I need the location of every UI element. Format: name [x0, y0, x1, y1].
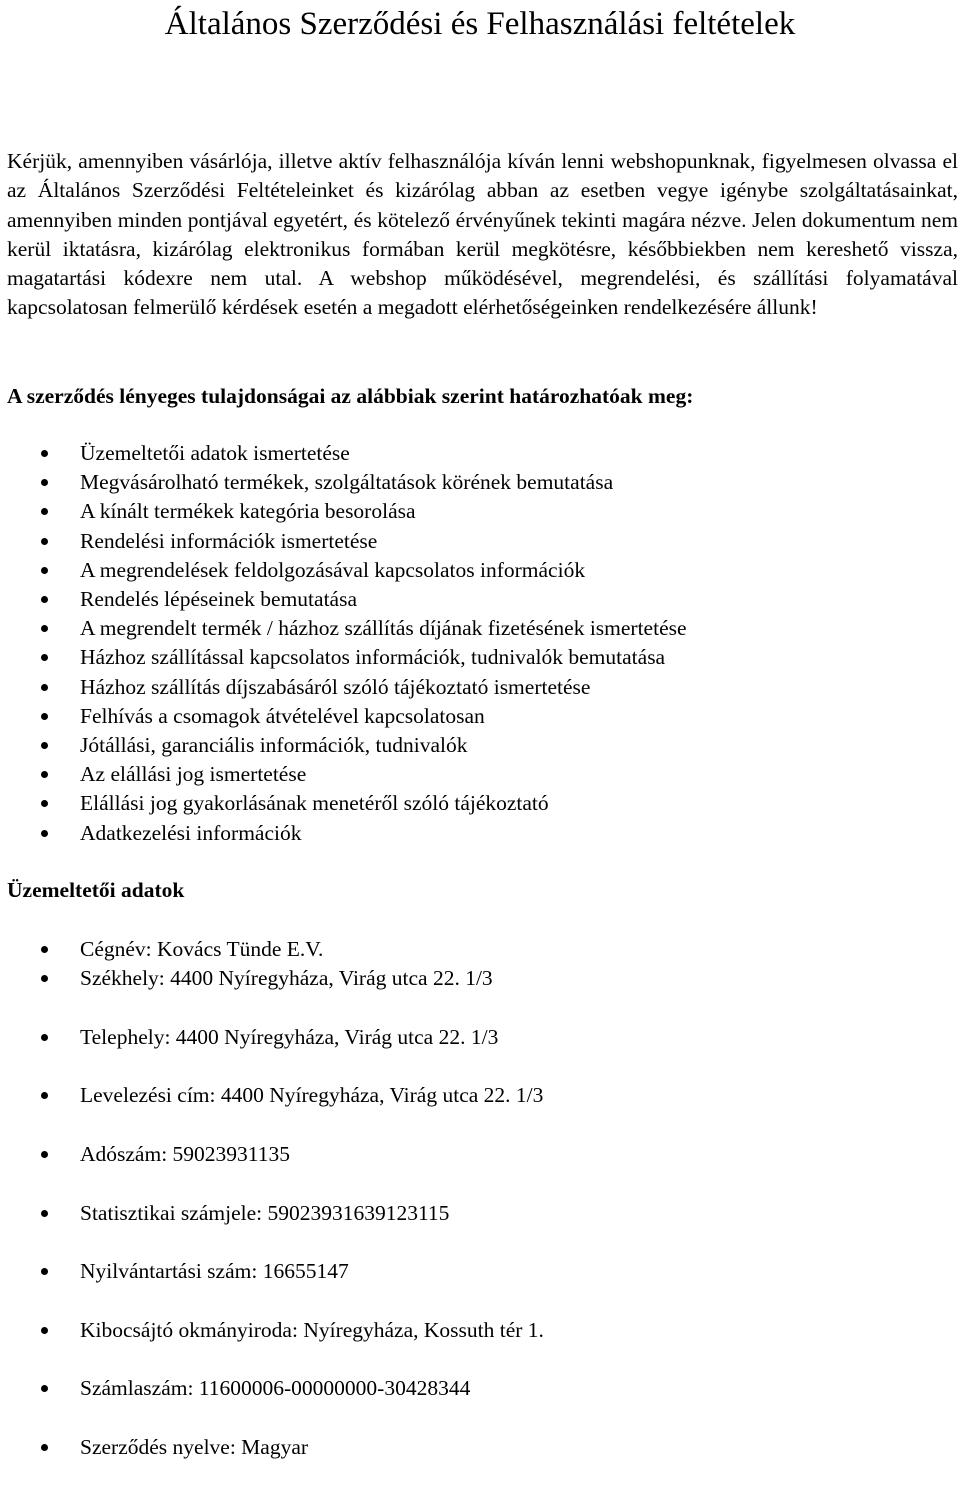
list-item	[0, 1140, 960, 1199]
list-item-text: Az elállási jog ismertetése	[80, 762, 307, 787]
statistical-code: Statisztikai számjele: 59023931639123115	[80, 1200, 450, 1225]
list-item-text: A megrendelések feldolgozásával kapcsolatos információk	[80, 557, 586, 582]
bullet-icon	[41, 742, 48, 749]
bullet-icon	[41, 654, 48, 661]
list-item	[0, 497, 960, 526]
bullet-icon	[41, 1327, 48, 1334]
list-item	[0, 673, 960, 702]
list-item	[0, 439, 960, 468]
list-item	[0, 1199, 960, 1258]
list-item	[0, 1433, 960, 1492]
bullet-icon	[41, 450, 48, 457]
list-item	[0, 1257, 960, 1316]
list-item	[0, 1374, 960, 1433]
bullet-icon	[41, 1385, 48, 1392]
bullet-icon	[41, 508, 48, 515]
bullet-icon	[41, 1151, 48, 1158]
list-item	[0, 468, 960, 497]
list-item-text: A megrendelt termék / házhoz szállítás díjának fizetésének ismertetése	[80, 616, 687, 641]
bullet-icon	[41, 975, 48, 982]
list-item	[0, 527, 960, 556]
list-item	[0, 585, 960, 614]
bullet-icon	[41, 946, 48, 953]
list-item	[0, 556, 960, 585]
operator-list	[0, 935, 960, 1492]
bullet-icon	[41, 830, 48, 837]
bullet-icon	[41, 1444, 48, 1451]
list-item-text: Házhoz szállítással kapcsolatos információk, tudnivalók bemutatása	[80, 645, 666, 670]
list-item-text: Üzemeltetői adatok ismertetése	[80, 441, 350, 465]
company-name: Cégnév: Kovács Tünde E.V.	[80, 937, 324, 961]
bullet-icon	[41, 800, 48, 807]
mailing-address: Levelezési cím: 4400 Nyíregyháza, Virág utca 22. 1/3	[80, 1083, 544, 1108]
list-item	[0, 964, 960, 1023]
bullet-icon	[41, 684, 48, 691]
bullet-icon	[41, 596, 48, 603]
properties-heading: A szerződés lényeges tulajdonságai az alábbiak szerint határozhatóak meg:	[7, 384, 694, 408]
document-title: Általános Szerződési és Felhasználási feltételek	[164, 6, 796, 42]
bullet-icon	[41, 567, 48, 574]
list-item-text: Jótállási, garanciális információk, tudnivalók	[80, 733, 468, 758]
operator-heading: Üzemeltetői adatok	[7, 878, 185, 902]
premises: Telephely: 4400 Nyíregyháza, Virág utca 22. 1/3	[80, 1024, 499, 1049]
bank-account: Számlaszám: 11600006-00000000-30428344	[80, 1376, 471, 1401]
list-item	[0, 819, 960, 848]
list-item-text: Házhoz szállítás díjszabásáról szóló tájékoztató ismertetése	[80, 674, 591, 699]
list-item	[0, 1316, 960, 1375]
bullet-icon	[41, 1034, 48, 1041]
issuing-office: Kibocsájtó okmányiroda: Nyíregyháza, Kossuth tér 1.	[80, 1317, 544, 1342]
list-item-text: A kínált termékek kategória besorolása	[80, 499, 416, 524]
registration-number: Nyilvántartási szám: 16655147	[80, 1259, 349, 1284]
list-item-text: Megvásárolható termékek, szolgáltatások körének bemutatása	[80, 470, 614, 495]
bullet-icon	[41, 1092, 48, 1099]
bullet-icon	[41, 713, 48, 720]
list-item-text: Adatkezelési információk	[80, 820, 302, 845]
intro-paragraph: Kérjük, amennyiben vásárlója, illetve aktív felhasználója kíván lenni webshopunknak, figyelmesen olvassa el az Általános Szerződési Feltételeinket és kizárólag abban az esetben vegye igénybe szolgáltatásainkat, amennyiben minden pontjával egyetért, és kötelező érvényűnek tekinti magára nézve. Jelen dokumentum nem kerül iktatásra, kizárólag elektronikus formában kerül megkötésre, későbbiekben nem kereshető vissza, magatartási kódexre nem utal. A webshop működésével, megrendelési, és szállítási folyamatával kapcsolatosan felmerülő kérdések esetén a megadott elérhetőségeinken rendelkezésére állunk!	[7, 149, 958, 320]
list-item	[0, 643, 960, 672]
tax-number: Adószám: 59023931135	[80, 1142, 291, 1167]
list-item	[0, 1023, 960, 1082]
list-item-text: Rendelés lépéseinek bemutatása	[80, 587, 358, 612]
bullet-icon	[41, 479, 48, 486]
list-item-text: Rendelési információk ismertetése	[80, 528, 378, 553]
list-item	[0, 935, 960, 964]
headquarters: Székhely: 4400 Nyíregyháza, Virág utca 22. 1/3	[80, 966, 493, 991]
contract-language: Szerződés nyelve: Magyar	[80, 1435, 309, 1460]
list-item	[0, 731, 960, 760]
list-item-text: Elállási jog gyakorlásának menetéről szóló tájékoztató	[80, 791, 549, 816]
list-item	[0, 702, 960, 731]
bullet-icon	[41, 538, 48, 545]
bullet-icon	[41, 625, 48, 632]
bullet-icon	[41, 771, 48, 778]
bullet-icon	[41, 1268, 48, 1275]
list-item-text: Felhívás a csomagok átvételével kapcsolatosan	[80, 703, 485, 728]
bullet-icon	[41, 1210, 48, 1217]
list-item	[0, 789, 960, 818]
list-item	[0, 614, 960, 643]
list-item	[0, 1081, 960, 1140]
properties-list	[0, 439, 960, 848]
list-item	[0, 760, 960, 789]
